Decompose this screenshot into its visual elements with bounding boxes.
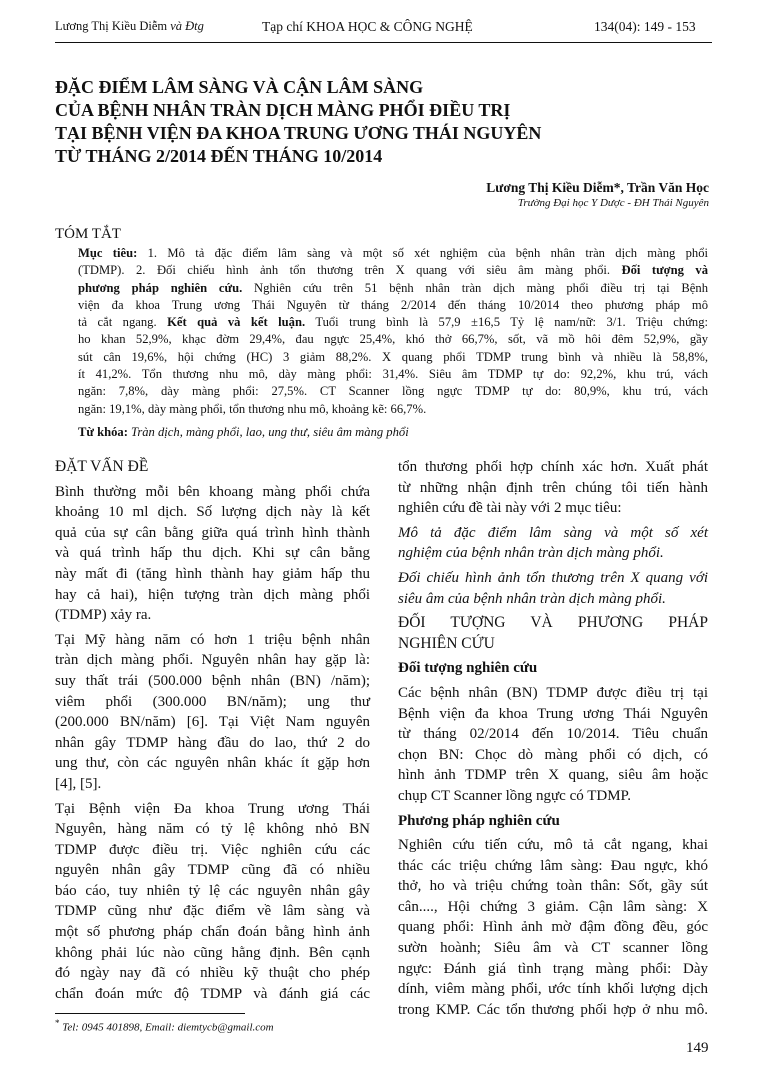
text-line: từ những nhận định trên chúng tôi tiến hành	[398, 479, 708, 496]
running-header-authors	[55, 19, 204, 34]
text-line: dính, viêm màng phổi, ước tính khối lượng dịch	[398, 981, 708, 998]
header-authors: Lương Thị Kiều Diễm	[55, 19, 168, 33]
text-line: ĐỐI TƯỢNG VÀ PHƯƠNG PHÁP	[398, 614, 708, 632]
text-line: Phương pháp nghiên cứu	[398, 812, 560, 829]
objective-item	[398, 523, 708, 564]
text-line: trong KMP. Các tổn thương phối hợp ở nhu mô.	[398, 1001, 708, 1018]
text-segment: (TDMP). 2. Đối chiếu hình ảnh tổn thương trên X quang với siêu âm màng phổi.	[78, 263, 622, 278]
text-line: chọn BN: Chọc dò màng phổi có dịch, có	[398, 746, 708, 763]
text-line: Đối tượng nghiên cứu	[398, 660, 538, 677]
left-column	[55, 457, 370, 1008]
text-line: viêm phổi (300.000 BN/năm); ung thư	[55, 693, 370, 710]
abstract-line	[78, 383, 708, 400]
text-segment: ngăn: 7,8%, dày màng phổi: 27,5%. CT Scanner lồng ngực TDMP tự do: 80,9%, khu trú, vách	[78, 384, 708, 399]
text-line: ngực: Đánh giá tình trạng màng phổi: Dày	[398, 960, 708, 977]
text-segment: ho khan 52,9%, khạc đờm 29,4%, đau ngực 25,4%, khó thở 66,7%, sốt, vã mồ hôi đêm 52,9%, gầy	[78, 332, 708, 347]
text-line: nhân gây TDMP hàng đầu do lao, thứ 2 do	[55, 734, 370, 751]
bold-label: Đối tượng và	[621, 263, 708, 278]
text-line: ĐẶT VẤN ĐỀ	[55, 458, 149, 475]
abstract-line	[78, 331, 708, 348]
text-segment: ít 41,2%. Tổn thương nhu mô, dày màng phổi: 31,4%. Siêu âm TDMP tự do: 92,2%, khu trú, vách	[78, 367, 708, 382]
text-line: hình ảnh TDMP trên X quang, siêu âm hoặc	[398, 767, 708, 784]
abstract-line	[78, 280, 708, 297]
text-line: nghiệm của bệnh nhân tràn dịch màng phổi.	[398, 545, 664, 562]
paragraph	[398, 683, 708, 807]
bold-label: Mục tiêu:	[78, 246, 138, 260]
text-line: ung thư, còn các nguyên nhân khác ít gặp hơn	[55, 755, 370, 772]
section-heading	[398, 613, 708, 654]
text-segment: sút cân 19,6%, hội chứng (HC) 3 giảm 88,2%. X quang phổi TDMP trung bình và nhiều là 58,8%,	[78, 349, 708, 364]
text-line: (200.000 BN/năm) [6]. Tại Việt Nam nguyên	[55, 714, 370, 731]
text-line: nghiên cứu đề tài này với 2 mục tiêu:	[398, 500, 622, 517]
text-line: Nguyên, hàng năm có tỷ lệ không nhỏ BN	[55, 821, 370, 838]
text-line: TDMP được điều trị. Việc nghiên cứu các	[55, 841, 370, 858]
authors: Lương Thị Kiều Diễm*, Trần Văn Học	[486, 180, 709, 195]
text-line: Tại Mỹ hàng năm có hơn 1 triệu bệnh nhân	[55, 631, 370, 648]
text-line: báo cáo, tuy nhiên tỷ lệ các nguyên nhân gây	[55, 882, 370, 899]
page-number: 149	[686, 1040, 709, 1056]
running-header-journal: Tạp chí KHOA HỌC & CÔNG NGHỆ	[262, 19, 473, 34]
text-line: (TDMP) xảy ra.	[55, 607, 152, 624]
text-line: sườn hoành; Siêu âm và CT scanner lồng	[398, 940, 708, 957]
running-header-issue: 134(04): 149 - 153	[594, 19, 696, 34]
affiliation: Trường Đại học Y Dược - ĐH Thái Nguyên	[517, 197, 709, 209]
abstract-line	[78, 366, 708, 383]
text-line: chụp CT Scanner lồng ngực có TDMP.	[398, 787, 631, 804]
abstract-line	[78, 401, 708, 418]
text-line: suy thất trái (500.000 bệnh nhân (BN) /năm);	[55, 672, 370, 689]
text-segment: tả cắt ngang.	[78, 315, 168, 330]
objective-item	[398, 568, 708, 609]
footnote-marker: *	[55, 1018, 60, 1028]
text-line: NGHIÊN CỨU	[398, 634, 495, 652]
footnote	[55, 1018, 274, 1034]
text-line: cân...., Hội chứng 3 giảm. Cận lâm sàng: X	[398, 898, 708, 915]
paragraph	[55, 630, 370, 795]
text-line: Bình thường mỗi bên khoang màng phổi chứa	[55, 483, 370, 500]
text-segment: Tràn dịch, màng phổi, lao, ung thư, siêu âm màng phổi	[127, 424, 409, 439]
subsection-heading	[398, 811, 708, 832]
text-segment: viện đa khoa Trung ương Thái Nguyên từ tháng 2/2014 đến tháng 10/2014 theo phương pháp mô	[78, 297, 708, 312]
header-etal: và Đtg	[170, 19, 204, 33]
text-line: Bệnh viện đa khoa Trung ương Thái Nguyên	[398, 705, 708, 722]
title-line: CỦA BỆNH NHÂN TRÀN DỊCH MÀNG PHỔI ĐIỀU TRỊ	[55, 100, 511, 120]
text-line: nguyên nhân gây TDMP cũng đã có nhiều	[55, 862, 370, 879]
abstract-heading: TÓM TẮT	[55, 226, 121, 242]
paragraph	[55, 482, 370, 626]
footnote-divider	[55, 1013, 245, 1014]
abstract-line	[78, 297, 708, 314]
text-line: tổn thương phối hợp chính xác hơn. Xuất phát	[398, 459, 708, 475]
bold-label: Kết quả và kết luận.	[167, 315, 306, 330]
title-line: TỪ THÁNG 2/2014 ĐẾN THÁNG 10/2014	[55, 146, 383, 166]
paragraph	[398, 835, 708, 1020]
abstract-line	[78, 245, 708, 262]
header-divider	[55, 42, 712, 43]
text-line: siêu âm của bệnh nhân tràn dịch màng phổi.	[398, 590, 666, 607]
abstract-line	[78, 349, 708, 366]
subsection-heading	[398, 658, 708, 679]
text-line: [4], [5].	[55, 775, 102, 792]
text-segment: Tuổi trung bình là 57,9 ±16,5 Tỷ lệ nam/nữ: 3/1. Triệu chứng:	[305, 315, 709, 330]
text-segment: ngăn: 19,1%, dày màng phổi, tổn thương nhu mô, khoảng kẽ: 66,7%.	[78, 401, 427, 416]
text-line: này mất đi (tăng hình thành hay giảm hấp thu	[55, 565, 370, 582]
text-line: từ tháng 02/2014 đến 10/2014. Tiêu chuẩn	[398, 726, 708, 743]
text-line: không phải lúc nào cũng hằng định. Bên cạnh	[55, 944, 370, 961]
text-segment: 1. Mô tả đặc điểm lâm sàng và một số xét nghiệm của bệnh nhân tràn dịch màng phổi	[137, 246, 709, 260]
abstract-line	[78, 262, 708, 279]
bold-label: Từ khóa:	[78, 424, 128, 439]
text-line: một số phương pháp chẩn đoán bằng hình ảnh	[55, 924, 370, 941]
text-line: quả của sự cân bằng giữa quá trình hình thành	[55, 524, 370, 541]
text-line: khoảng 10 ml dịch. Số lượng dịch này là kết	[55, 504, 370, 521]
text-line: tràn dịch màng phổi. Nguyên nhân hay gặp là:	[55, 652, 370, 669]
text-segment: Nghiên cứu trên 51 bệnh nhân tràn dịch màng phổi điều trị tại Bệnh	[242, 280, 708, 295]
text-line: đó ngày nay đã có nhiều kỹ thuật cho phép	[55, 965, 370, 982]
footnote-contact: Tel: 0945 401898, Email: diemtycb@gmail.com	[62, 1021, 274, 1034]
paragraph	[55, 799, 370, 1005]
paper-title	[55, 76, 541, 168]
text-line: thác các triệu chứng lâm sàng: Đau ngực, khó	[398, 857, 708, 874]
right-column	[398, 457, 708, 1024]
keywords-line	[78, 424, 708, 441]
abstract-line	[78, 314, 708, 331]
text-line: Tại Bệnh viện Đa khoa Trung ương Thái	[55, 800, 370, 817]
text-line: TDMP cũng như đặc điểm về lâm sàng và	[55, 903, 370, 920]
text-line: Các bệnh nhân (BN) TDMP được điều trị tại	[398, 684, 708, 701]
text-line: thở, ho và triệu chứng toàn thân: Sốt, gầy sút	[398, 878, 708, 895]
text-line: và quá trình hấp thu dịch. Khi sự cân bằng	[55, 545, 370, 562]
text-line: chẩn đoán mức độ TDMP và đánh giá các	[55, 985, 370, 1002]
text-line: quang phổi: Hình ảnh mờ đậm đồng đều, góc	[398, 919, 708, 936]
text-line: hay cả hai), hiện tượng tràn dịch màng phổi	[55, 586, 370, 603]
title-line: ĐẶC ĐIỂM LÂM SÀNG VÀ CẬN LÂM SÀNG	[55, 77, 424, 97]
title-line: TẠI BỆNH VIỆN ĐA KHOA TRUNG ƯƠNG THÁI NGUYÊN	[55, 123, 542, 143]
abstract-body	[78, 245, 708, 441]
section-heading	[55, 457, 370, 478]
text-line: Nghiên cứu tiến cứu, mô tả cắt ngang, khai	[398, 837, 708, 854]
bold-label: phương pháp nghiên cứu.	[78, 280, 243, 295]
text-line: Mô tả đặc điểm lâm sàng và một số xét	[398, 524, 708, 541]
paragraph	[398, 457, 708, 519]
text-line: Đối chiếu hình ảnh tổn thương trên X quang với	[398, 569, 708, 586]
